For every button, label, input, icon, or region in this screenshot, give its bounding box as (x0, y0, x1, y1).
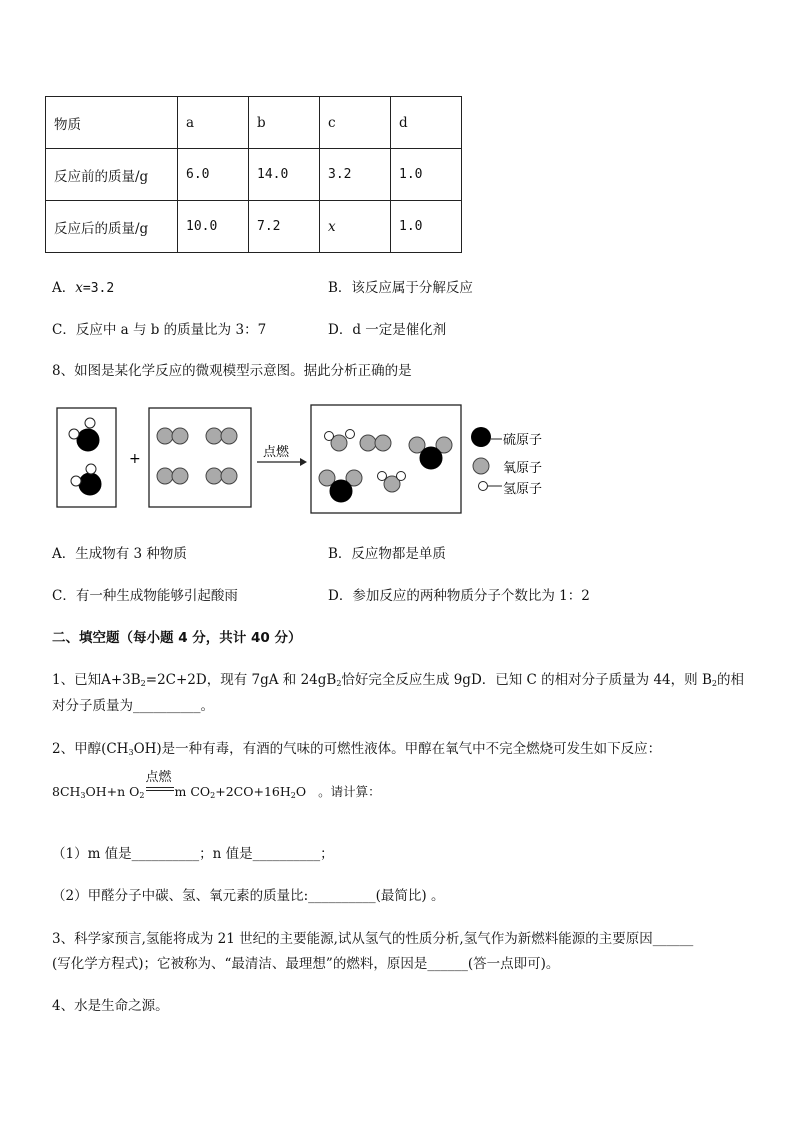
subscript: 2 (139, 791, 145, 800)
fill-question-2-sub1: （1）m 值是__________；n 值是__________； (52, 846, 334, 862)
text-run: m CO (174, 784, 211, 799)
oxygen-atom (221, 428, 237, 444)
so2-molecule (409, 437, 452, 469)
fill-question-3-line2: (写化学方程式)；它被称为、“最清洁、最理想”的燃料，原因是______(答一点即可)。 (52, 956, 560, 972)
oxygen-atom (172, 428, 188, 444)
oxygen-legend-icon (473, 458, 489, 474)
section-heading: 二、填空题（每小题 4 分，共计 40 分） (52, 630, 302, 646)
hydrogen-atom (325, 432, 334, 441)
q8-option-c: C．有一种生成物能够引起酸雨 (52, 588, 238, 604)
arrow-label: 点燃 (263, 445, 290, 460)
sulfur-atom (79, 473, 101, 495)
fill-question-1 (52, 668, 744, 688)
fill-question-4: 4、水是生命之源。 (52, 998, 169, 1014)
text-run: O (295, 784, 307, 799)
legend (471, 427, 542, 497)
table-cell: x (320, 201, 391, 253)
subscript: 3 (80, 791, 86, 800)
fill-question-1-line2: 对分子质量为__________。 (52, 698, 214, 714)
oxygen-atom (206, 468, 222, 484)
table-cell: 3.2 (320, 149, 391, 201)
table-cell: 6.0 (178, 149, 249, 201)
sulfur-legend-icon (471, 427, 491, 447)
oxygen-atom (360, 435, 376, 451)
table-cell: 反应后的质量/g (46, 201, 178, 253)
sulfur-atom (420, 447, 442, 469)
text-run: 。请计算： (318, 784, 381, 799)
option-value: =3.2 (82, 281, 115, 296)
legend-label-oxygen: 氧原子 (503, 461, 543, 476)
table-cell: 14.0 (249, 149, 320, 201)
oxygen-atom (172, 468, 188, 484)
equals-line (146, 790, 174, 791)
combustion-equation (52, 770, 381, 800)
hydrogen-atom (69, 429, 79, 439)
text-run: 的相 (716, 672, 744, 688)
hydrogen-atom (71, 476, 81, 486)
table-cell: d (391, 97, 462, 149)
text-run: 1、已知A+3B (52, 672, 141, 688)
oxygen-atom (157, 468, 173, 484)
fill-question-3: 3、科学家预言,氢能将成为 21 世纪的主要能源,试从氢气的性质分析,氢气作为新燃料能源的主要原因______ (52, 931, 694, 947)
hydrogen-atom (378, 472, 387, 481)
table-cell: 反应前的质量/g (46, 149, 178, 201)
sulfur-atom (330, 480, 352, 502)
q8-option-a: A．生成物有 3 种物质 (52, 546, 187, 562)
hydrogen-legend-icon (479, 482, 488, 491)
q8-stem: 8、如图是某化学反应的微观模型示意图。据此分析正确的是 (52, 363, 412, 379)
table-cell: 10.0 (178, 201, 249, 253)
table-cell: 1.0 (391, 149, 462, 201)
q8-option-b: B．反应物都是单质 (328, 546, 446, 562)
text-run: 恰好完全反应生成 9gD．已知 C 的相对分子质量为 44，则 B (341, 672, 712, 688)
q7-option-b: B．该反应属于分解反应 (328, 280, 473, 296)
table-cell: 1.0 (391, 201, 462, 253)
so2-molecule (319, 470, 362, 502)
q8-option-d: D．参加反应的两种物质分子个数比为 1：2 (328, 588, 590, 604)
text-run: 8CH (52, 784, 81, 799)
subscript: 3 (128, 748, 134, 757)
legend-label-sulfur: 硫原子 (503, 433, 543, 448)
subscript: 2 (210, 791, 216, 800)
q7-option-d: D．d 一定是催化剂 (328, 322, 447, 338)
fill-question-2-sub2: （2）甲醛分子中碳、氢、氧元素的质量比:__________(最简比) 。 (52, 888, 445, 904)
oxygen-atom (157, 428, 173, 444)
text-run: +2CO+16H (215, 784, 291, 799)
subscript: 2 (290, 791, 296, 800)
subscript: 2 (140, 679, 146, 688)
reactant-box-2 (149, 408, 251, 507)
table-cell: b (249, 97, 320, 149)
table-cell: c (320, 97, 391, 149)
condition-label: 点燃 (145, 770, 172, 785)
water-molecule (378, 472, 406, 493)
h2s-molecule (69, 418, 99, 451)
reaction-condition (145, 770, 174, 796)
legend-label-hydrogen: 氢原子 (503, 482, 543, 497)
fill-question-2 (52, 737, 661, 757)
oxygen-atom (221, 468, 237, 484)
oxygen-atom (206, 428, 222, 444)
reaction-model-diagram (50, 400, 570, 518)
hydrogen-atom (85, 418, 95, 428)
q7-option-c: C．反应中 a 与 b 的质量比为 3：7 (52, 322, 267, 338)
water-molecule (325, 430, 355, 452)
sulfur-atom (77, 429, 99, 451)
option-variable: x (75, 280, 83, 296)
hydrogen-atom (86, 464, 96, 474)
table-header-row (46, 97, 462, 149)
option-prefix: A． (52, 280, 76, 296)
oxygen-atom (375, 435, 391, 451)
text-run: OH+n O (85, 784, 140, 799)
text-run: 2、甲醇(CH (52, 741, 129, 757)
table-row (46, 149, 462, 201)
equals-line (146, 787, 174, 788)
table-cell: 7.2 (249, 201, 320, 253)
table-row (46, 201, 462, 253)
table-cell: 物质 (46, 97, 178, 149)
plus-sign: + (129, 451, 141, 467)
subscript: 2 (336, 679, 342, 688)
q7-option-a (52, 276, 114, 296)
subscript: 2 (711, 679, 717, 688)
hydrogen-atom (346, 430, 355, 439)
arrow-head-icon (300, 458, 307, 466)
hydrogen-atom (397, 472, 406, 481)
text-run: OH)是一种有毒，有酒的气味的可燃性液体。甲醇在氧气中不完全燃烧可发生如下反应： (133, 741, 662, 757)
mass-table (45, 96, 462, 253)
h2s-molecule (71, 464, 101, 495)
table-cell: a (178, 97, 249, 149)
oxygen-molecule (360, 435, 391, 451)
text-run: =2C+2D，现有 7gA 和 24gB (145, 672, 337, 688)
